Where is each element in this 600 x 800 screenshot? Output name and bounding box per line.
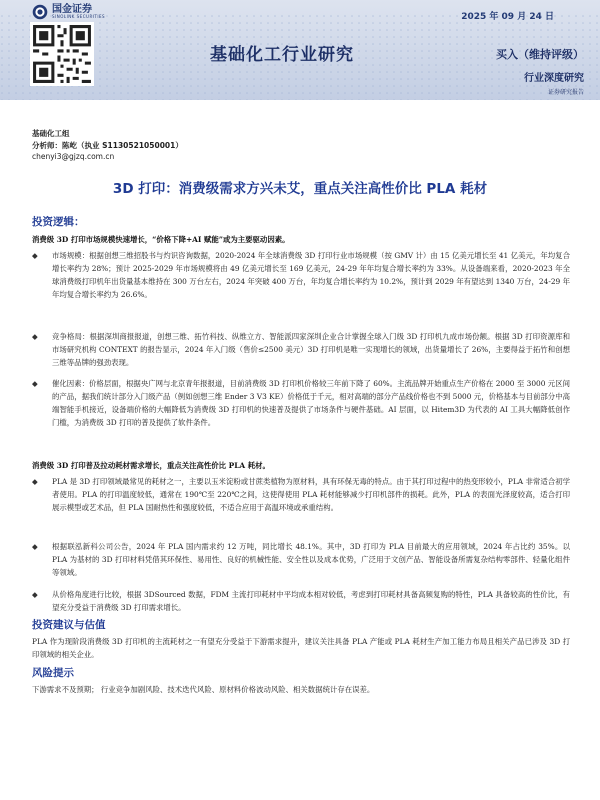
risk-text: 下游需求不及预期； 行业竞争加剧风险、技术迭代风险、原材料价格波动风险、相关数据统计存在误差。: [32, 685, 375, 694]
analyst-label: 分析师：: [32, 140, 62, 150]
report-date: 2025 年 09 月 24 日: [461, 12, 554, 22]
analyst-block: [32, 128, 183, 163]
bullet-market-size: [32, 249, 570, 301]
report-header: [0, 0, 600, 100]
bullet-text: 市场规模：根据创想三维招股书与灼识咨询数据，2020-2024 年全球消费级 3D 打印行业市场规模（按 GMV 计）由 15 亿美元增长至 41 亿美元，年均复合增长率约为 28%；预计 2025-2029 年市场规模将由 49 亿美元增长至 169 亿美元，24-29 年年均复合增长率约为 33%。从设备端来看，2020-2023 年全球消费级打印机年出货量基本维持在 300 万台左右，2024 年突破 400 万台，年均复合增长率约为 10.2%，预计到 2029 年有望达到 1340 万台，24-29 年年均复合增长率约为 26.6%。: [52, 251, 570, 299]
report-category: 证券研究报告: [547, 89, 584, 96]
sinolink-logo: [32, 4, 105, 20]
bullet-pla-price: [32, 588, 570, 614]
bullet-pla-demand: [32, 540, 570, 579]
suggestion-text: PLA 作为现阶段消费级 3D 打印机的主流耗材之一有望充分受益于下游需求提升，建议关注具备 PLA 产能或 PLA 耗材生产加工能力布局且相关产品已涉及 3D 打印领域的相关企业。: [32, 637, 570, 659]
report-title: 基础化工行业研究: [210, 45, 354, 65]
qr-code-icon: [30, 22, 94, 86]
diamond-bullet-icon: ◆: [32, 379, 38, 388]
bullet-text: 竞争格局：根据深圳商报报道，创想三维、拓竹科技、纵维立方、智能派四家深圳企业合计掌握全球入门级 3D 打印机九成市场份额。根据 3D 打印资源库和市场研究机构 CONTEXT 的报告显示，2024 年入门级（售价≤2500 美元）3D 打印机是唯一实现增长的领域，出货量增长了 26%，主要得益于拓竹和创想三维等品牌的强劲表现。: [52, 332, 570, 367]
bullet-text: 根据联泓新科公司公告，2024 年 PLA 国内需求约 12 万吨，同比增长 48.1%。其中，3D 打印为 PLA 目前最大的应用领域，2024 年占比约 35%。以 PLA 为基材的 3D 打印材料凭借其环保性、易用性、良好的机械性能、安全性以及成本优势，广泛用于文创产品、智能设备所需复杂结构零部件、轻量化组件等领域。: [52, 542, 570, 577]
main-title: 3D 打印：消费级需求方兴未艾，重点关注高性价比 PLA 耗材: [112, 181, 488, 197]
bullet-text: PLA 是 3D 打印领域最常见的耗材之一，主要以玉米淀粉或甘蔗类植物为原材料，具有环保无毒的特点。由于其打印过程中的热变形较小，PLA 非常适合初学者使用。PLA 的打印温度较低，通常在 190℃至 220℃之间，这使得使用 PLA 耗材能够减少打印机部件的损耗。此外，PLA 的表面光泽度较高，适合打印展示模型或艺术品，但 PLA 国耐热性和强度较低，不适合应用于高温环境或承重结构。: [52, 477, 570, 512]
rating-badge: 买入（维持评级）: [496, 48, 584, 61]
report-type: 行业深度研究: [524, 73, 584, 84]
logo-cn-text: 国金证券: [52, 4, 92, 15]
diamond-bullet-icon: ◆: [32, 590, 38, 599]
bullet-catalyst: [32, 377, 570, 429]
bullet-text: 从价格角度进行比较，根据 3DSourced 数据，FDM 主流打印耗材中平均成本相对较低，考虑到打印耗材具备高频复购的特性，PLA 具备较高的性价比，有望充分受益于消费级 3D 打印需求增长。: [52, 590, 570, 612]
suggestion-heading: 投资建议与估值: [32, 619, 106, 631]
investment-logic-sub2: 消费级 3D 打印普及拉动耗材需求增长，重点关注高性价比 PLA 耗材。: [32, 461, 270, 470]
analyst-group: 基础化工组: [32, 129, 70, 138]
sinolink-logo-icon: [32, 4, 48, 20]
bullet-text: 催化因素：价格层面，根据央广网与北京青年报报道，目前消费级 3D 打印机价格较三年前下降了 60%。主流品牌开始重点生产价格在 2000 至 3000 元区间的产品，据我们统计部分入门级产品（例如创想三维 Ender 3 V3 KE）价格低于千元，相对高端的部分产品线价格也不到 5000 元，价格基本与目前部分中高端智能手机接近，设备端价格的大幅降低为消费级 3D 打印机的快速普及提供了市场条件与硬件基础。AI 层面，以 Hitem3D 为代表的 AI 工具大幅降低创作门槛，为消费级 3D 打印的普及提供了软件条件。: [52, 379, 570, 427]
investment-logic-sub1: 消费级 3D 打印市场规模快速增长，“价格下降+AI 赋能”或为主要驱动因素。: [32, 235, 290, 244]
logo-en-text: SINOLINK SECURITIES: [52, 14, 106, 19]
bullet-pla-intro: [32, 475, 570, 514]
diamond-bullet-icon: ◆: [32, 251, 38, 260]
diamond-bullet-icon: ◆: [32, 542, 38, 551]
risk-heading: 风险提示: [32, 667, 74, 679]
analyst-name: 陈屹（执业 S1130521050001）: [62, 140, 183, 150]
analyst-email: chenyi3@gjzq.com.cn: [32, 152, 115, 161]
diamond-bullet-icon: ◆: [32, 477, 38, 486]
investment-logic-heading: 投资逻辑：: [32, 216, 85, 228]
bullet-competition: [32, 330, 570, 369]
diamond-bullet-icon: ◆: [32, 332, 38, 341]
